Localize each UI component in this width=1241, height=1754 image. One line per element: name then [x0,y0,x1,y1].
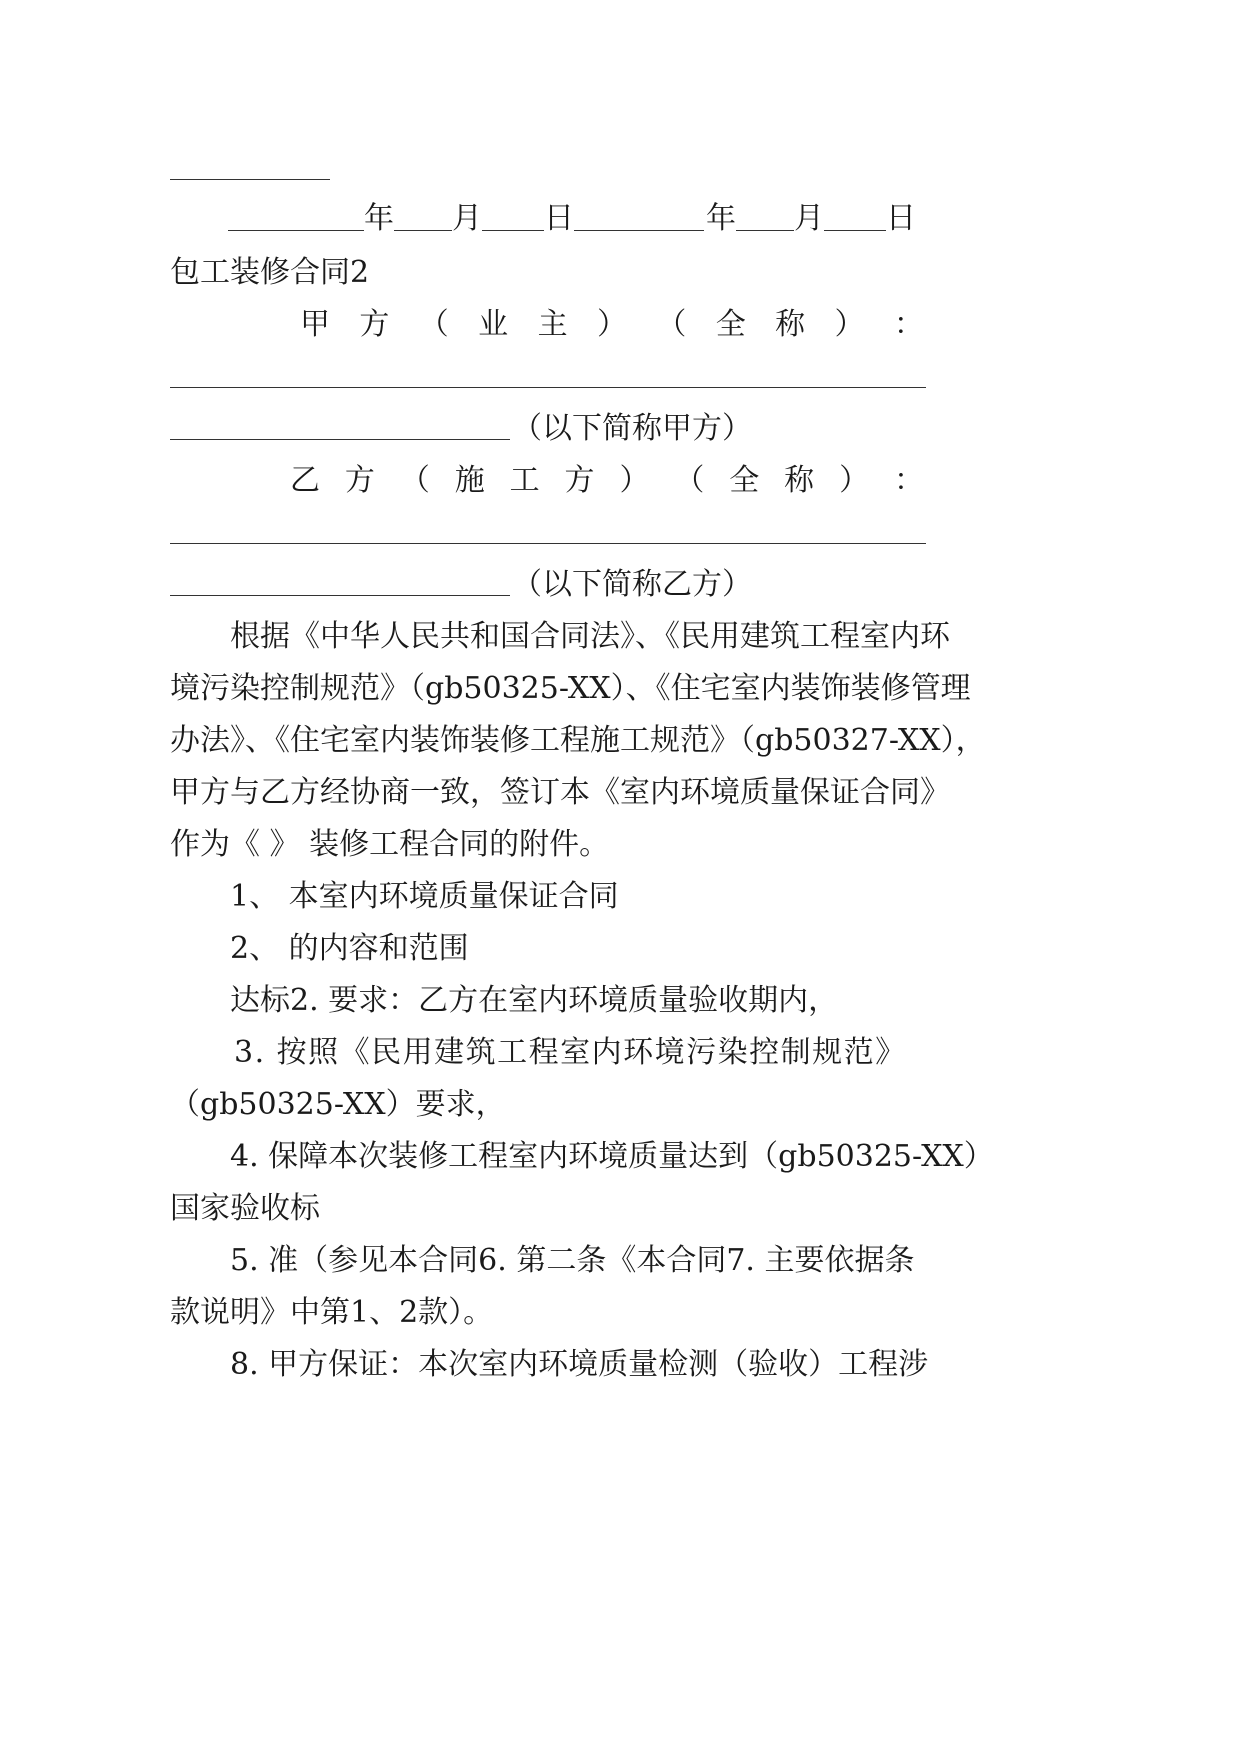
clause-4-line-2: 国家验收标 [170,1191,320,1226]
party-a-char: （ [656,307,687,342]
body-line: 办法》、《住宅室内装饰装修工程施工规范》（gb50327-XX）， [170,723,986,758]
date-month-2: 月 [794,201,824,236]
clause-standard: 达标2. 要求：乙方在室内环境质量验收期内， [230,983,839,1018]
party-a-char: ） [834,307,865,342]
clause-3-line-1: 3. 按照《民用建筑工程室内环境污染控制规范》 [234,1035,907,1070]
party-b-label [290,462,924,500]
party-b-char: 工 [509,463,540,498]
document-title: 包工装修合同2 [170,255,370,290]
party-b-char: （ [399,463,430,498]
party-b-char: 全 [729,463,760,498]
party-a-char: 业 [478,307,509,342]
party-b-char: 称 [784,463,815,498]
body-line: 根据《中华人民共和国合同法》、《民用建筑工程室内环 [230,619,950,654]
party-b-suffix: （以下简称乙方） [512,567,752,602]
date-year-1: 年 [364,201,394,236]
party-a-char: 称 [775,307,806,342]
clause-3-line-2: （gb50325-XX）要求， [170,1087,506,1122]
party-b-char: 施 [454,463,485,498]
blank-month-2 [736,230,794,231]
party-a-char: 甲 [300,307,330,342]
blank-day-1 [482,230,544,231]
date-month-1: 月 [452,201,482,236]
party-b-char: 乙 [290,463,320,498]
blank-year-2 [574,230,704,231]
date-year-2: 年 [706,201,736,236]
blank-year-1 [228,230,364,231]
body-line: 作为《 》 装修工程合同的附件。 [170,827,610,862]
clause-2: 2、 的内容和范围 [230,931,469,966]
party-a-suffix: （以下简称甲方） [512,411,752,446]
clause-8-line-1: 8. 甲方保证：本次室内环境质量检测（验收）工程涉 [230,1347,929,1382]
party-b-char: ） [619,463,650,498]
party-a-label [300,306,924,344]
party-b-char: ： [893,463,924,498]
body-line: 境污染控制规范》（gb50325-XX）、《住宅室内装饰装修管理 [170,671,971,706]
clause-5-line-1: 5. 准（参见本合同6. 第二条《本合同7. 主要依据条 [230,1243,915,1278]
party-a-char: 方 [359,307,390,342]
party-b-name-blank [170,543,926,544]
party-a-char: ） [596,307,627,342]
party-a-char: ： [893,307,924,342]
blank-month-1 [394,230,452,231]
party-b-name-blank-2 [170,595,510,596]
clause-5-line-2: 款说明》中第1、2款）。 [170,1295,494,1330]
clause-4-line-1: 4. 保障本次装修工程室内环境质量达到（gb50325-XX） [230,1139,994,1174]
blank-day-2 [824,230,886,231]
clause-1: 1、 本室内环境质量保证合同 [230,879,619,914]
party-a-char: 主 [537,307,568,342]
party-b-char: ） [839,463,870,498]
party-b-char: 方 [344,463,375,498]
party-a-char: （ [418,307,449,342]
signature-blank [170,179,330,180]
party-a-char: 全 [715,307,746,342]
party-b-char: 方 [564,463,595,498]
party-a-name-blank [170,387,926,388]
body-line: 甲方与乙方经协商一致，签订本《室内环境质量保证合同》 [170,775,950,810]
party-b-char: （ [674,463,705,498]
date-day-2: 日 [886,201,916,236]
date-day-1: 日 [544,201,574,236]
party-a-name-blank-2 [170,439,510,440]
